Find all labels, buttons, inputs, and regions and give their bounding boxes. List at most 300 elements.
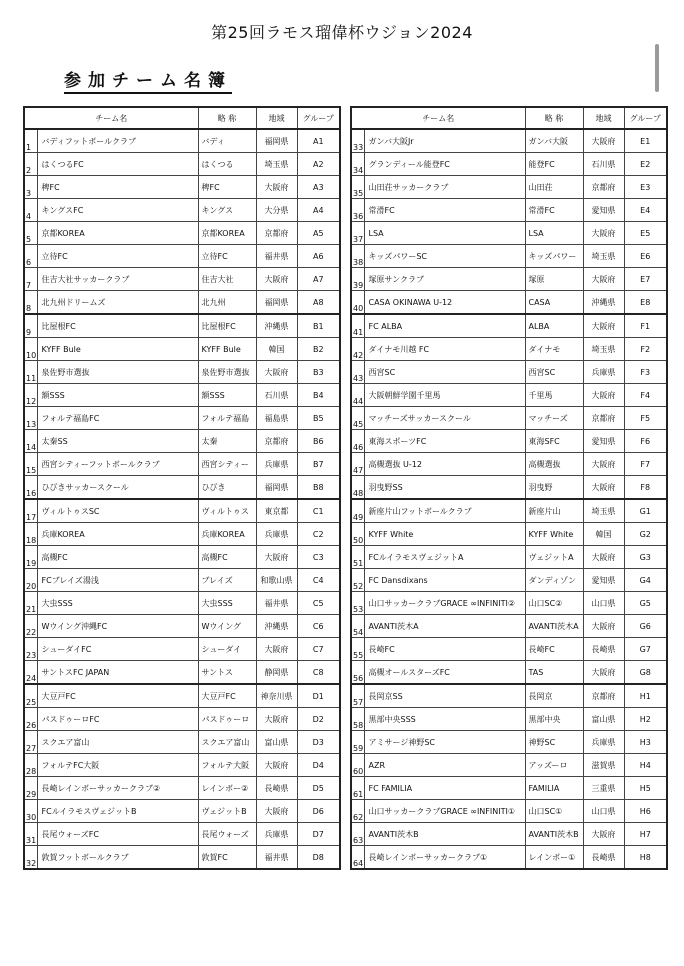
row-number: 47 <box>351 453 364 476</box>
row-number: 38 <box>351 245 364 268</box>
team-group: C1 <box>297 499 340 523</box>
team-region: 大阪府 <box>583 222 624 245</box>
team-abbr: ダイナモ <box>525 338 583 361</box>
team-group: D8 <box>297 846 340 870</box>
team-abbr: バディ <box>198 129 256 153</box>
team-region: 埼玉県 <box>583 499 624 523</box>
row-number: 29 <box>24 777 37 800</box>
team-abbr: 兵庫KOREA <box>198 523 256 546</box>
team-region: 福岡県 <box>256 129 297 153</box>
row-number: 23 <box>24 638 37 661</box>
team-abbr: ブレイズ <box>198 569 256 592</box>
team-group: H3 <box>624 731 667 754</box>
team-name: FC FAMILIA <box>364 777 525 800</box>
team-name: キングスFC <box>37 199 198 222</box>
team-name: 山田荘サッカークラブ <box>364 176 525 199</box>
team-region: 大阪府 <box>583 129 624 153</box>
team-abbr: キッズパワー <box>525 245 583 268</box>
team-name: FC ALBA <box>364 314 525 338</box>
team-region: 大阪府 <box>583 314 624 338</box>
team-region: 埼玉県 <box>583 245 624 268</box>
table-row <box>351 384 667 407</box>
team-abbr: パスドゥーロ <box>198 708 256 731</box>
row-number: 55 <box>351 638 364 661</box>
team-group: A7 <box>297 268 340 291</box>
team-name: キッズパワーSC <box>364 245 525 268</box>
team-abbr: 京都KOREA <box>198 222 256 245</box>
roster-body-right <box>351 129 667 869</box>
team-name: グランディール能登FC <box>364 153 525 176</box>
team-region: 滋賀県 <box>583 754 624 777</box>
table-row <box>24 823 340 846</box>
table-row <box>24 615 340 638</box>
team-name: 新座片山フットボールクラブ <box>364 499 525 523</box>
table-row <box>24 268 340 291</box>
team-abbr: スクエア富山 <box>198 731 256 754</box>
row-number: 30 <box>24 800 37 823</box>
team-abbr: Wウイング <box>198 615 256 638</box>
table-row <box>351 569 667 592</box>
team-region: 富山県 <box>583 708 624 731</box>
team-group: D1 <box>297 684 340 708</box>
team-group: D2 <box>297 708 340 731</box>
team-abbr: シューダイ <box>198 638 256 661</box>
team-group: D7 <box>297 823 340 846</box>
team-group: D3 <box>297 731 340 754</box>
header-group: グループ <box>297 107 340 129</box>
team-region: 大阪府 <box>583 453 624 476</box>
team-name: CASA OKINAWA U-12 <box>364 291 525 315</box>
team-group: A4 <box>297 199 340 222</box>
header-abbr: 略 称 <box>198 107 256 129</box>
team-region: 東京都 <box>256 499 297 523</box>
team-name: フォルテ福島FC <box>37 407 198 430</box>
team-name: FC Dansdixans <box>364 569 525 592</box>
team-group: G8 <box>624 661 667 685</box>
team-group: C8 <box>297 661 340 685</box>
team-region: 石川県 <box>583 153 624 176</box>
row-number: 9 <box>24 314 37 338</box>
team-group: B6 <box>297 430 340 453</box>
team-group: F8 <box>624 476 667 500</box>
table-row <box>351 361 667 384</box>
team-region: 埼玉県 <box>583 338 624 361</box>
row-number: 35 <box>351 176 364 199</box>
team-abbr: ヴィルトゥス <box>198 499 256 523</box>
team-group: D6 <box>297 800 340 823</box>
team-region: 大阪府 <box>583 823 624 846</box>
team-group: C3 <box>297 546 340 569</box>
table-row <box>24 314 340 338</box>
table-row <box>24 592 340 615</box>
team-name: サントスFC JAPAN <box>37 661 198 685</box>
team-abbr: 北九州 <box>198 291 256 315</box>
team-region: 兵庫県 <box>256 823 297 846</box>
table-row <box>351 731 667 754</box>
team-group: E3 <box>624 176 667 199</box>
table-row <box>24 199 340 222</box>
team-name: FCルイラモスヴェジットA <box>364 546 525 569</box>
row-number: 31 <box>24 823 37 846</box>
team-name: 山口サッカークラブGRACE ∞INFINITI② <box>364 592 525 615</box>
team-group: E4 <box>624 199 667 222</box>
row-number: 27 <box>24 731 37 754</box>
team-abbr: サントス <box>198 661 256 685</box>
team-region: 大阪府 <box>583 384 624 407</box>
team-name: 稗FC <box>37 176 198 199</box>
team-name: 長岡京SS <box>364 684 525 708</box>
team-region: 福井県 <box>256 592 297 615</box>
team-name: ガンバ大阪Jr <box>364 129 525 153</box>
team-name: 比屋根FC <box>37 314 198 338</box>
team-group: B4 <box>297 384 340 407</box>
team-name: AZR <box>364 754 525 777</box>
team-region: 大阪府 <box>256 638 297 661</box>
team-abbr: 太秦 <box>198 430 256 453</box>
row-number: 6 <box>24 245 37 268</box>
row-number: 11 <box>24 361 37 384</box>
team-region: 大阪府 <box>256 268 297 291</box>
team-abbr: ダンディゾン <box>525 569 583 592</box>
team-group: F6 <box>624 430 667 453</box>
table-row <box>24 129 340 153</box>
table-row <box>351 823 667 846</box>
team-name: 長崎レインボーサッカークラブ① <box>364 846 525 870</box>
row-number: 58 <box>351 708 364 731</box>
table-row <box>24 153 340 176</box>
row-number: 63 <box>351 823 364 846</box>
team-name: AVANTI茨木A <box>364 615 525 638</box>
table-row <box>351 245 667 268</box>
team-region: 愛知県 <box>583 199 624 222</box>
team-abbr: KYFF White <box>525 523 583 546</box>
team-name: 大阪朝鮮学園千里馬 <box>364 384 525 407</box>
team-abbr: 西宮シティー <box>198 453 256 476</box>
team-name: 額SSS <box>37 384 198 407</box>
table-row <box>24 684 340 708</box>
team-name: ヴィルトゥスSC <box>37 499 198 523</box>
team-region: 福井県 <box>256 846 297 870</box>
table-row <box>24 546 340 569</box>
team-region: 大阪府 <box>583 661 624 685</box>
team-region: 大阪府 <box>256 754 297 777</box>
team-group: C4 <box>297 569 340 592</box>
team-abbr: 東海SFC <box>525 430 583 453</box>
table-row <box>351 453 667 476</box>
team-name: 立待FC <box>37 245 198 268</box>
team-name: 太秦SS <box>37 430 198 453</box>
team-abbr: ALBA <box>525 314 583 338</box>
team-group: B2 <box>297 338 340 361</box>
team-region: 大阪府 <box>583 476 624 500</box>
team-region: 埼玉県 <box>256 153 297 176</box>
team-abbr: 塚原 <box>525 268 583 291</box>
team-region: 沖縄県 <box>256 615 297 638</box>
team-region: 兵庫県 <box>256 523 297 546</box>
table-row <box>24 754 340 777</box>
team-abbr: フォルテ福島 <box>198 407 256 430</box>
team-abbr: 高槻選抜 <box>525 453 583 476</box>
team-abbr: 山田荘 <box>525 176 583 199</box>
team-abbr: CASA <box>525 291 583 315</box>
header-region: 地域 <box>256 107 297 129</box>
row-number: 48 <box>351 476 364 500</box>
team-abbr: 西宮SC <box>525 361 583 384</box>
team-abbr: 額SSS <box>198 384 256 407</box>
team-group: C2 <box>297 523 340 546</box>
table-row <box>351 153 667 176</box>
team-group: A2 <box>297 153 340 176</box>
team-region: 兵庫県 <box>583 731 624 754</box>
team-abbr: 敦賀FC <box>198 846 256 870</box>
team-group: A6 <box>297 245 340 268</box>
team-name: 京都KOREA <box>37 222 198 245</box>
table-row <box>24 476 340 500</box>
table-row <box>351 684 667 708</box>
team-region: 愛知県 <box>583 430 624 453</box>
row-number: 12 <box>24 384 37 407</box>
team-group: B7 <box>297 453 340 476</box>
table-row <box>24 338 340 361</box>
table-row <box>351 407 667 430</box>
team-region: 石川県 <box>256 384 297 407</box>
team-abbr: 千里馬 <box>525 384 583 407</box>
team-region: 三重県 <box>583 777 624 800</box>
team-abbr: 立待FC <box>198 245 256 268</box>
team-name: AVANTI茨木B <box>364 823 525 846</box>
team-region: 長崎県 <box>583 846 624 870</box>
table-row <box>351 476 667 500</box>
header-team: チーム名 <box>351 107 525 129</box>
row-number: 40 <box>351 291 364 315</box>
team-group: F2 <box>624 338 667 361</box>
row-number: 19 <box>24 546 37 569</box>
row-number: 64 <box>351 846 364 870</box>
table-row <box>351 638 667 661</box>
team-abbr: 能登FC <box>525 153 583 176</box>
row-number: 36 <box>351 199 364 222</box>
team-group: A1 <box>297 129 340 153</box>
team-group: H6 <box>624 800 667 823</box>
row-number: 32 <box>24 846 37 870</box>
table-row <box>351 708 667 731</box>
team-region: 愛知県 <box>583 569 624 592</box>
team-region: 大阪府 <box>256 800 297 823</box>
table-row <box>24 453 340 476</box>
team-name: 高槻選抜 U-12 <box>364 453 525 476</box>
row-number: 45 <box>351 407 364 430</box>
team-abbr: AVANTI茨木B <box>525 823 583 846</box>
team-name: 長崎レインボーサッカークラブ② <box>37 777 198 800</box>
row-number: 53 <box>351 592 364 615</box>
team-name: フォルテFC大阪 <box>37 754 198 777</box>
team-name: バディフットボールクラブ <box>37 129 198 153</box>
team-region: 沖縄県 <box>583 291 624 315</box>
team-region: 大阪府 <box>583 546 624 569</box>
scrollbar[interactable] <box>655 44 659 92</box>
row-number: 7 <box>24 268 37 291</box>
team-abbr: 泉佐野市選抜 <box>198 361 256 384</box>
team-abbr: 山口SC② <box>525 592 583 615</box>
team-group: G4 <box>624 569 667 592</box>
table-row <box>24 245 340 268</box>
team-abbr: マッチーズ <box>525 407 583 430</box>
team-region: 京都府 <box>583 407 624 430</box>
row-number: 8 <box>24 291 37 315</box>
team-group: B8 <box>297 476 340 500</box>
team-abbr: 大豆戸FC <box>198 684 256 708</box>
team-region: 和歌山県 <box>256 569 297 592</box>
table-row <box>351 314 667 338</box>
roster-table-right <box>350 106 668 870</box>
table-row <box>351 291 667 315</box>
table-row <box>351 338 667 361</box>
team-name: 東海スポーツFC <box>364 430 525 453</box>
table-row <box>351 661 667 685</box>
team-region: 大阪府 <box>256 361 297 384</box>
row-number: 59 <box>351 731 364 754</box>
team-region: 兵庫県 <box>583 361 624 384</box>
team-region: 韓国 <box>583 523 624 546</box>
table-header-row <box>24 107 340 129</box>
row-number: 3 <box>24 176 37 199</box>
team-group: G6 <box>624 615 667 638</box>
table-row <box>351 268 667 291</box>
team-group: A8 <box>297 291 340 315</box>
team-region: 京都府 <box>256 430 297 453</box>
team-region: 京都府 <box>256 222 297 245</box>
team-name: 長崎FC <box>364 638 525 661</box>
roster-body-left <box>24 129 340 869</box>
header-abbr: 略 称 <box>525 107 583 129</box>
team-group: F7 <box>624 453 667 476</box>
team-abbr: 常滑FC <box>525 199 583 222</box>
team-group: F5 <box>624 407 667 430</box>
team-region: 山口県 <box>583 592 624 615</box>
team-region: 静岡県 <box>256 661 297 685</box>
row-number: 43 <box>351 361 364 384</box>
team-region: 韓国 <box>256 338 297 361</box>
table-row <box>351 777 667 800</box>
team-name: 泉佐野市選抜 <box>37 361 198 384</box>
team-group: F3 <box>624 361 667 384</box>
table-row <box>351 846 667 870</box>
team-name: 塚原サンクラブ <box>364 268 525 291</box>
header-group: グループ <box>624 107 667 129</box>
row-number: 15 <box>24 453 37 476</box>
table-row <box>24 407 340 430</box>
row-number: 28 <box>24 754 37 777</box>
team-region: 大阪府 <box>256 546 297 569</box>
team-abbr: AVANTI茨木A <box>525 615 583 638</box>
team-group: H7 <box>624 823 667 846</box>
team-abbr: 長尾ウォーズ <box>198 823 256 846</box>
row-number: 62 <box>351 800 364 823</box>
team-group: H8 <box>624 846 667 870</box>
team-name: KYFF White <box>364 523 525 546</box>
table-row <box>24 777 340 800</box>
team-group: B1 <box>297 314 340 338</box>
team-abbr: ヴェジットA <box>525 546 583 569</box>
table-row <box>24 661 340 685</box>
team-group: C5 <box>297 592 340 615</box>
team-name: 常滑FC <box>364 199 525 222</box>
header-region: 地域 <box>583 107 624 129</box>
table-row <box>24 731 340 754</box>
row-number: 4 <box>24 199 37 222</box>
team-region: 大阪府 <box>256 176 297 199</box>
row-number: 10 <box>24 338 37 361</box>
row-number: 33 <box>351 129 364 153</box>
row-number: 25 <box>24 684 37 708</box>
row-number: 17 <box>24 499 37 523</box>
team-name: はくつるFC <box>37 153 198 176</box>
table-row <box>351 222 667 245</box>
row-number: 21 <box>24 592 37 615</box>
team-name: 西宮SC <box>364 361 525 384</box>
team-region: 神奈川県 <box>256 684 297 708</box>
team-group: E1 <box>624 129 667 153</box>
team-region: 長崎県 <box>583 638 624 661</box>
team-region: 福島県 <box>256 407 297 430</box>
team-region: 福井県 <box>256 245 297 268</box>
team-group: H5 <box>624 777 667 800</box>
row-number: 34 <box>351 153 364 176</box>
team-region: 沖縄県 <box>256 314 297 338</box>
team-name: 黒部中央SSS <box>364 708 525 731</box>
team-abbr: 新座片山 <box>525 499 583 523</box>
team-name: Wウイング沖縄FC <box>37 615 198 638</box>
team-name: KYFF Bule <box>37 338 198 361</box>
team-region: 大分県 <box>256 199 297 222</box>
table-row <box>351 430 667 453</box>
team-group: E5 <box>624 222 667 245</box>
team-name: 北九州ドリームズ <box>37 291 198 315</box>
row-number: 60 <box>351 754 364 777</box>
team-region: 大阪府 <box>256 708 297 731</box>
team-name: LSA <box>364 222 525 245</box>
team-group: B3 <box>297 361 340 384</box>
team-group: C7 <box>297 638 340 661</box>
row-number: 24 <box>24 661 37 685</box>
row-number: 51 <box>351 546 364 569</box>
team-group: D5 <box>297 777 340 800</box>
team-abbr: 稗FC <box>198 176 256 199</box>
team-name: シューダイFC <box>37 638 198 661</box>
team-name: パスドゥーロFC <box>37 708 198 731</box>
row-number: 26 <box>24 708 37 731</box>
team-region: 福岡県 <box>256 291 297 315</box>
team-abbr: ガンバ大阪 <box>525 129 583 153</box>
row-number: 50 <box>351 523 364 546</box>
row-number: 61 <box>351 777 364 800</box>
team-abbr: 黒部中央 <box>525 708 583 731</box>
row-number: 46 <box>351 430 364 453</box>
team-group: G3 <box>624 546 667 569</box>
team-abbr: 比屋根FC <box>198 314 256 338</box>
team-abbr: キングス <box>198 199 256 222</box>
team-name: 敦賀フットボールクラブ <box>37 846 198 870</box>
table-row <box>351 499 667 523</box>
team-name: 住吉大社サッカークラブ <box>37 268 198 291</box>
row-number: 14 <box>24 430 37 453</box>
table-row <box>24 499 340 523</box>
team-abbr: レインボー② <box>198 777 256 800</box>
row-number: 5 <box>24 222 37 245</box>
table-row <box>24 361 340 384</box>
row-number: 57 <box>351 684 364 708</box>
team-name: 大虫SSS <box>37 592 198 615</box>
